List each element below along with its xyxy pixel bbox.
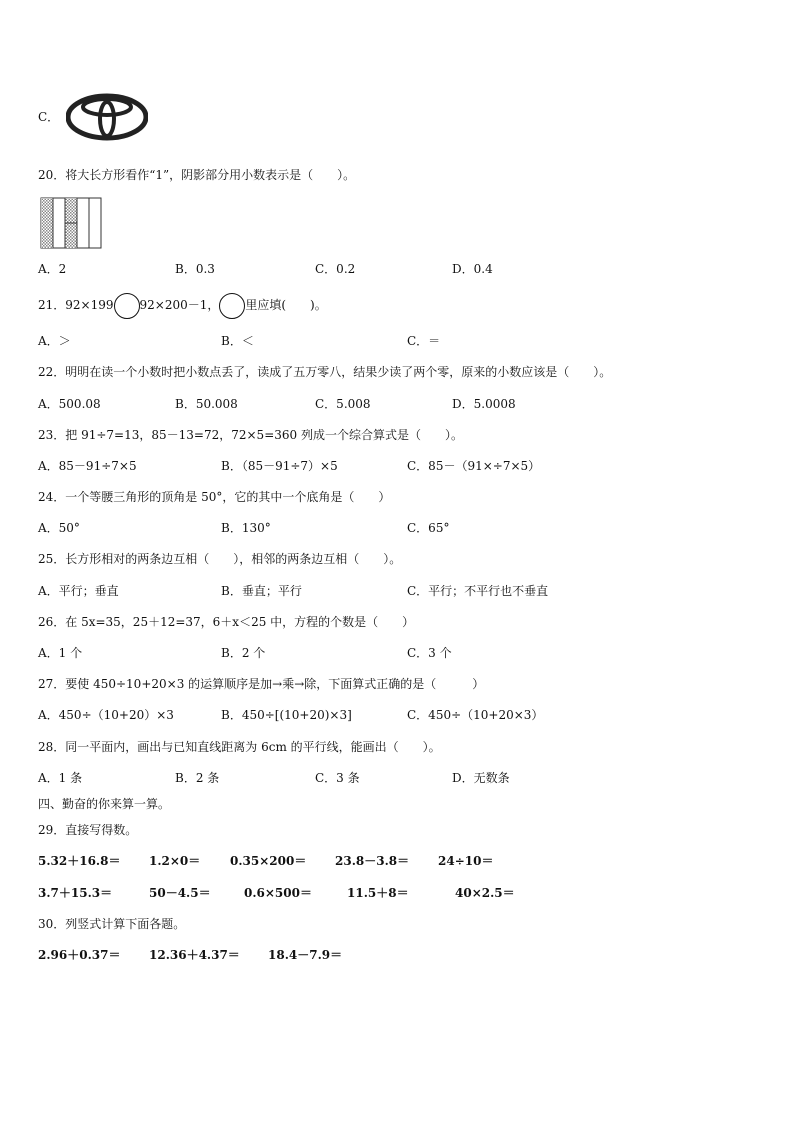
q27-option-b: B．450÷[(10+20)×3]	[221, 708, 352, 722]
q22-stem: 22．明明在读一个小数时把小数点丢了，读成了五万零八，结果少读了两个零，原来的小数应该是（ ）。	[38, 365, 612, 379]
q29-row2-item4: 11.5＋8＝	[347, 886, 409, 900]
q25-option-c: C．平行；不平行也不垂直	[407, 584, 549, 598]
q24-stem: 24．一个等腰三角形的顶角是 50°，它的其中一个底角是（ ）	[38, 490, 391, 504]
q29-row1-item5: 24÷10＝	[438, 854, 494, 868]
q20-option-c: C．0.2	[315, 262, 356, 276]
q29-row2-item5: 40×2.5＝	[455, 886, 515, 900]
blank-circle	[219, 293, 245, 319]
q29-stem: 29．直接写得数。	[38, 823, 138, 837]
q19-option-c: C．	[38, 110, 60, 124]
q21-option-b: B．＜	[221, 334, 254, 348]
q29-row1-item3: 0.35×200＝	[230, 854, 307, 868]
q29-row2-item1: 3.7＋15.3＝	[38, 886, 113, 900]
q22-option-b: B．50.008	[175, 397, 238, 411]
q29-row2-item3: 0.6×500＝	[244, 886, 312, 900]
q25-stem: 25．长方形相对的两条边互相（ ），相邻的两条边互相（ ）。	[38, 552, 402, 566]
q27-stem: 27．要使 450÷10+20×3 的运算顺序是加→乘→除，下面算式正确的是（ ）	[38, 677, 485, 691]
q21-stem-part3: 里应填( )。	[245, 298, 327, 312]
q24-option-a: A．50°	[38, 521, 80, 535]
q25-option-b: B．垂直；平行	[221, 584, 302, 598]
q21-option-c: C．＝	[407, 334, 441, 348]
q20-option-a: A．2	[38, 262, 67, 276]
q22-option-c: C．5.008	[315, 397, 371, 411]
q29-row1-item4: 23.8－3.8＝	[335, 854, 410, 868]
q26-stem: 26．在 5x=35，25＋12=37，6＋x＜25 中，方程的个数是（ ）	[38, 615, 415, 629]
section-4-title: 四、勤奋的你来算一算。	[38, 797, 171, 811]
q20-rectangle-figure	[40, 197, 102, 249]
q23-stem: 23．把 91÷7=13，85－13=72，72×5=360 列成一个综合算式是（ ）。	[38, 428, 463, 442]
q20-stem: 20．将大长方形看作“1”，阴影部分用小数表示是（ ）。	[38, 168, 356, 182]
q21-stem	[38, 297, 327, 313]
q23-option-c: C．85－（91×÷7×5）	[407, 459, 541, 473]
q26-option-a: A．1 个	[38, 646, 83, 660]
q21-stem-part2: 92×200－1，	[139, 298, 220, 312]
q23-option-b: B．（85－91÷7）×5	[221, 459, 338, 473]
q30-item1: 2.96＋0.37＝	[38, 948, 121, 962]
q28-option-c: C．3 条	[315, 771, 360, 785]
q26-option-c: C．3 个	[407, 646, 452, 660]
q22-option-d: D．5.0008	[452, 397, 516, 411]
q26-option-b: B．2 个	[221, 646, 266, 660]
q29-row2-item2: 50－4.5＝	[149, 886, 211, 900]
q23-option-a: A．85－91÷7×5	[38, 459, 137, 473]
q29-row1-item2: 1.2×0＝	[149, 854, 201, 868]
q25-option-a: A．平行；垂直	[38, 584, 119, 598]
q30-stem: 30．列竖式计算下面各题。	[38, 917, 186, 931]
q28-stem: 28．同一平面内，画出与已知直线距离为 6cm 的平行线，能画出（ ）。	[38, 740, 441, 754]
q24-option-b: B．130°	[221, 521, 271, 535]
q20-option-d: D．0.4	[452, 262, 493, 276]
q24-option-c: C．65°	[407, 521, 450, 535]
q30-item2: 12.36＋4.37＝	[149, 948, 240, 962]
q28-option-b: B．2 条	[175, 771, 220, 785]
q21-option-a: A．＞	[38, 334, 71, 348]
q27-option-a: A．450÷（10+20）×3	[38, 708, 174, 722]
toyota-logo-image	[66, 92, 148, 142]
q22-option-a: A．500.08	[38, 397, 101, 411]
q21-stem-part1: 21．92×199	[38, 298, 114, 312]
q27-option-c: C．450÷（10+20×3）	[407, 708, 544, 722]
blank-circle	[114, 293, 140, 319]
q28-option-d: D．无数条	[452, 771, 510, 785]
q20-option-b: B．0.3	[175, 262, 215, 276]
q29-row1-item1: 5.32＋16.8＝	[38, 854, 121, 868]
q30-item3: 18.4－7.9＝	[268, 948, 343, 962]
q28-option-a: A．1 条	[38, 771, 83, 785]
